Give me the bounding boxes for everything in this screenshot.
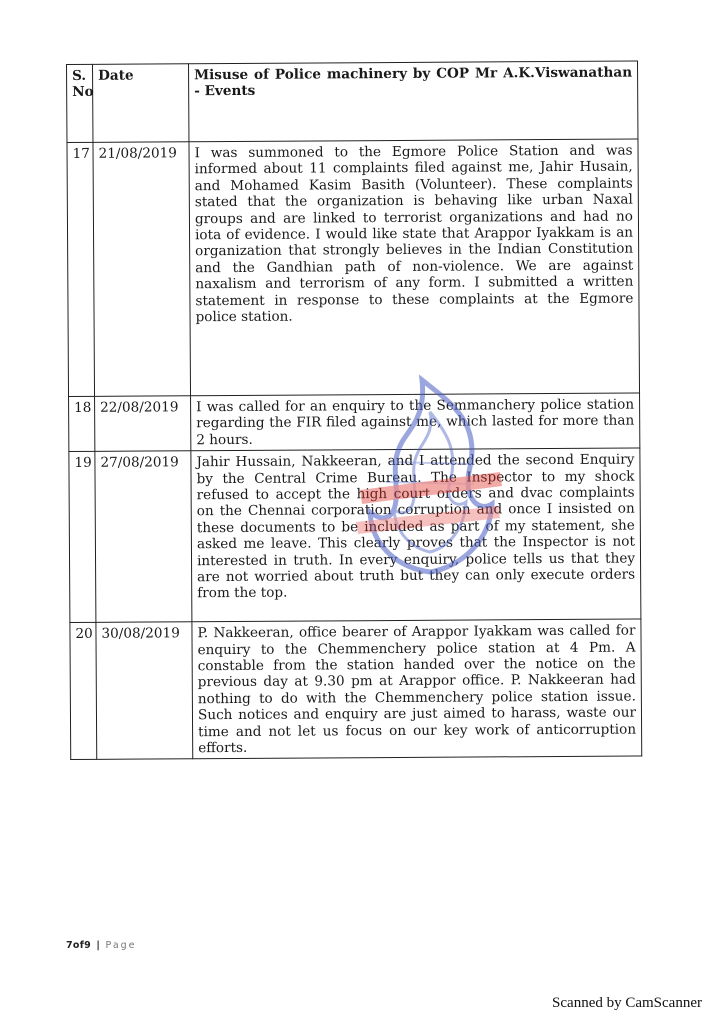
page-separator: | <box>96 940 101 951</box>
table-row <box>70 619 642 760</box>
page-label: Page <box>105 940 137 951</box>
row-sno: 20 <box>70 623 97 760</box>
row-event-text: I was called for an enquiry to the Semmanchery police station regarding the FIR filed against me, which lasted for more than 2 hours. <box>191 393 640 451</box>
header-date: Date <box>93 64 189 143</box>
table-row <box>69 448 641 622</box>
row-sno: 17 <box>67 142 95 396</box>
row-sno: 19 <box>69 452 96 623</box>
row-sno: 18 <box>69 396 95 451</box>
page-footer <box>66 940 137 951</box>
row-event-text: Jahir Hussain, Nakkeeran, and I attended the second Enquiry by the Central Crime Bureau. The Inspector to my shock refused to accept the high court orders and dvac complaints on the Chennai corporation corruption and once I insisted on these documents to be included as part of my statement, she asked me leave. This clearly proves that the Inspector is not interested in truth. In every enquiry, police tells us that they are not worried about truth but they can only execute orders from the top. <box>191 448 641 622</box>
row-event-text: P. Nakkeeran, office bearer of Arappor Iyakkam was called for enquiry to the Chemmenchery police station at 4 Pm. A constable from the station handed over the notice on the previous day at 9.30 pm at Arappor office. P. Nakkeeran had nothing to do with the Chemmenchery police station issue. Such notices and enquiry are just aimed to harass, waste our time and not let us focus on our key work of anticorruption efforts. <box>192 619 642 759</box>
row-date: 21/08/2019 <box>93 142 191 397</box>
row-date: 22/08/2019 <box>95 396 191 452</box>
header-events: Misuse of Police machinery by COP Mr A.K.Viswanathan - Events <box>189 61 638 142</box>
row-event-text: I was summoned to the Egmore Police Station and was informed about 11 complaints filed against me, Jahir Husain, and Mohamed Kasim Basith (Volunteer). These complaints stated that the organization is behaving like urban Naxal groups and are linked to terrorist organizations and had no iota of evidence. I would like state that Arappor Iyakkam is an organization that strongly believes in the Indian Constitution and the Gandhian path of non-violence. We are against naxalism and terrorism of any form. I submitted a written statement in response to these complaints at the Egmore police station. <box>189 139 640 396</box>
scanner-watermark-text: Scanned by CamScanner <box>552 995 702 1011</box>
events-table <box>66 61 642 761</box>
header-sno: S. No <box>67 64 93 142</box>
page-number: 7of9 <box>66 940 92 951</box>
row-date: 30/08/2019 <box>96 622 193 760</box>
table-row <box>67 139 640 396</box>
table-row <box>69 393 640 452</box>
row-date: 27/08/2019 <box>95 451 192 623</box>
table-header-row <box>67 61 638 142</box>
